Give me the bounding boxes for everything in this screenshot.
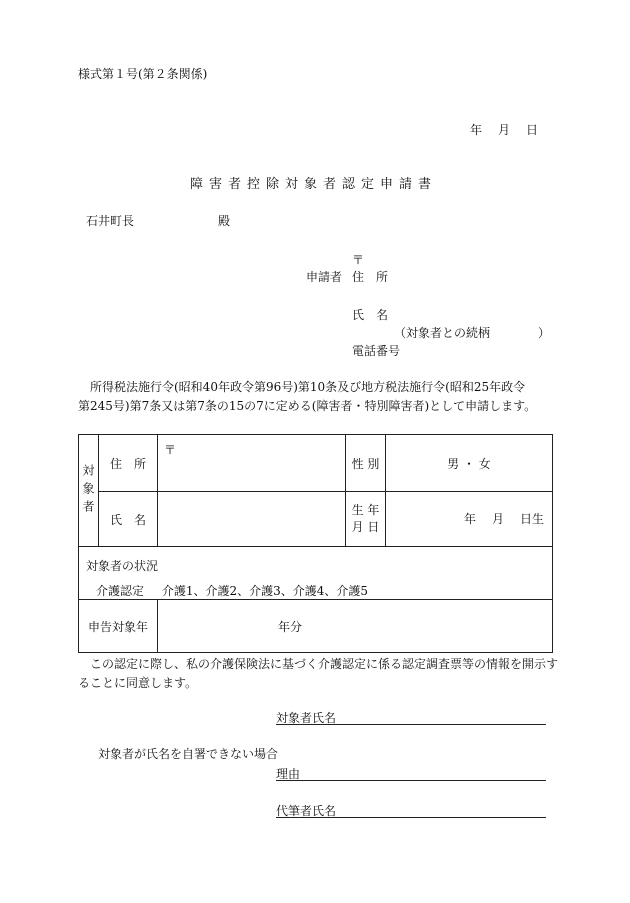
- address-label-cell: [99, 435, 158, 492]
- subject-name-label: 対象者氏名: [276, 711, 337, 725]
- proxy-case-text: 対象者が氏名を自署できない場合: [98, 747, 279, 761]
- birth-input-cell[interactable]: [386, 492, 553, 547]
- birth-year-unit: 年: [464, 512, 477, 526]
- report-year-input-cell[interactable]: [158, 600, 553, 653]
- body-text-line2: 第245号)第7条又は第7条の15の7に定める(障害者・特別障害者)として申請します。: [78, 399, 537, 413]
- date-day-label: 日: [526, 123, 539, 137]
- addressee-honorific: 殿: [218, 214, 231, 228]
- consent-line2: ることに同意します。: [78, 676, 198, 690]
- name-input-cell[interactable]: [158, 492, 346, 547]
- body-text-line1: 所得税法施行令(昭和40年政令第96号)第10条及び地方税法施行令(昭和25年政令: [90, 380, 526, 394]
- name-label: 氏 名: [109, 512, 146, 527]
- form-number: 様式第１号(第２条関係): [78, 67, 208, 81]
- date-year-label: 年: [470, 123, 483, 137]
- report-year-label-cell: [79, 600, 158, 653]
- consent-line1: この認定に際し、私の介護保険法に基づく介護認定に係る認定調査票等の情報を開示す: [90, 657, 559, 671]
- applicant-name-label: 氏 名: [352, 308, 389, 322]
- addressee-name: 石井町長: [86, 214, 135, 228]
- report-year-unit: 年分: [278, 619, 303, 634]
- applicant-label: 申請者: [306, 270, 343, 284]
- document-title: 障害者控除対象者認定申請書: [190, 177, 438, 192]
- status-title: 対象者の状況: [86, 559, 159, 573]
- care-options[interactable]: 介護1、介護2、介護3、介護4、介護5: [161, 584, 369, 598]
- reason-label: 理由: [276, 767, 301, 781]
- gender-options[interactable]: 男 ・ 女: [447, 456, 491, 471]
- proxy-name-line[interactable]: [276, 805, 546, 818]
- birth-day-unit: 日生: [520, 512, 545, 526]
- applicant-relation-close: ）: [538, 326, 551, 340]
- date-month-label: 月: [498, 123, 511, 137]
- report-year-label: 申告対象年: [87, 619, 148, 634]
- subject-name-line[interactable]: [276, 712, 546, 725]
- address-postal-mark: 〒: [164, 443, 177, 457]
- status-cell: [79, 547, 553, 600]
- applicant-relation-label: （対象者との続柄: [394, 326, 491, 340]
- birth-label-bottom: 月 日: [351, 520, 380, 534]
- address-label: 住 所: [109, 456, 146, 471]
- reason-line[interactable]: [276, 768, 546, 781]
- birth-label-cell: [346, 492, 386, 547]
- applicant-postal-mark: 〒: [352, 253, 365, 267]
- gender-options-cell[interactable]: [386, 435, 553, 492]
- birth-month-unit: 月: [492, 512, 505, 526]
- gender-label: 性 別: [351, 456, 380, 471]
- address-input-cell[interactable]: [158, 435, 346, 492]
- gender-label-cell: [346, 435, 386, 492]
- proxy-name-label: 代筆者氏名: [276, 804, 337, 818]
- subject-info-table: [78, 434, 553, 653]
- applicant-address-label: 住 所: [352, 270, 389, 284]
- applicant-phone-label: 電話番号: [352, 344, 401, 358]
- name-label-cell: [99, 492, 158, 547]
- care-label: 介護認定: [96, 584, 145, 598]
- birth-label-top: 生 年: [351, 503, 380, 518]
- subject-label-cell: [79, 435, 99, 547]
- subject-label: 対象者: [81, 463, 95, 518]
